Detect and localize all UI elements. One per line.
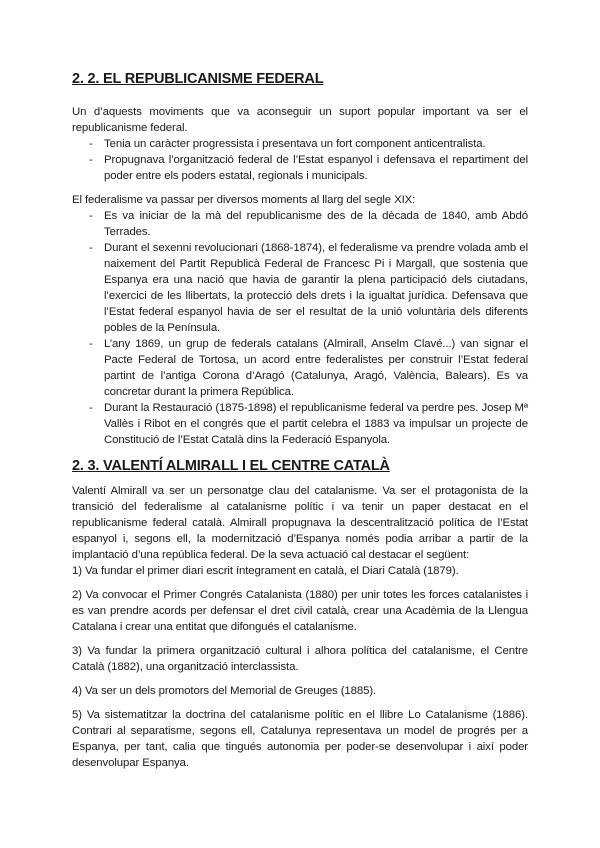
list-item: - Tenia un caràcter progressista i presentava un fort component anticentralista. xyxy=(89,138,486,150)
numbered-item: 1) Va fundar el primer diari escrit íntegrament en català, el Diari Català (1879). xyxy=(72,565,459,577)
section-heading-republicanisme-federal: 2. 2. EL REPUBLICANISME FEDERAL xyxy=(72,71,324,87)
bullet-marker: - xyxy=(89,154,93,166)
numbered-item: 2) Va convocar el Primer Congrés Catalanista (1880) per unir totes les forces catalanistes i es van prendre acords per defensar el dret civil català, crear una Acadèmia de la Llengua Catalana i crear una entitat que difongués el catalanisme. xyxy=(72,589,528,633)
list-item: - Es va iniciar de la mà del republicanisme des de la dècada de 1840, amb Abdó Terrades. xyxy=(89,210,528,238)
numbered-item: 4) Va ser un dels promotors del Memorial de Greuges (1885). xyxy=(72,685,377,697)
section2-intro: Valentí Almirall va ser un personatge clau del catalanisme. Va ser el protagonista de la transició del federalisme al catalanisme polític i va tenir un paper destacat en el republicanisme federal català. Almirall propugnava la descentralització política de l’Estat espanyol i, segons ell, la modernització d’Espanya només podia arribar a partir de la implantació d’una república federal. De la seva actuació cal destacar el següent: xyxy=(72,485,528,561)
numbered-item: 5) Va sistematitzar la doctrina del catalanisme polític en el llibre Lo Catalanisme (1886). Contrari al separatisme, segons ell, Catalunya representava un model de progrés per a Espanya, per tant, calia que tingués autonomia per poder-se desenvolupar i així poder desenvolupar Espanya. xyxy=(72,709,528,769)
bullet-marker: - xyxy=(89,138,93,150)
numbered-item: 3) Va fundar la primera organització cultural i alhora política del catalanisme, el Centre Català (1882), una organització interclassista. xyxy=(72,645,528,673)
list-item: - Propugnava l’organització federal de l’Estat espanyol i defensava el repartiment del poder entre els poders estatal, regionals i municipals. xyxy=(89,154,528,182)
document-page xyxy=(72,62,528,771)
section-heading-valenti-almirall: 2. 3. VALENTÍ ALMIRALL I EL CENTRE CATALÀ xyxy=(72,458,390,474)
bullet-marker: - xyxy=(89,338,93,350)
bullet-list-2 xyxy=(72,208,528,448)
list-item: - Durant el sexenni revolucionari (1868-1874), el federalisme va prendre volada amb el naixement del Partit Republicà Federal de Francesc Pi i Margall, que sostenia que Espanya era una nació que havia de garantir la plena participació dels ciutadans, l’exercici de les llibertats, la protecció dels drets i la igualtat jurídica. Defensava que l’Estat federal espanyol havia de ser el resultat de la unió voluntària dels diferents pobles de la Península. xyxy=(89,242,528,334)
bullet-marker: - xyxy=(89,242,93,254)
bullet-list-1 xyxy=(72,136,528,184)
list-item: - L’any 1869, un grup de federals catalans (Almirall, Anselm Clavé...) van signar el Pacte Federal de Tortosa, un acord entre federalistes per construir l’Estat federal partint de l’antiga Corona d’Aragó (Catalunya, Aragó, València, Balears). Es va concretar durant la primera República. xyxy=(89,338,528,398)
list-item: - Durant la Restauració (1875-1898) el republicanisme federal va perdre pes. Josep Mª Vallès i Ribot en el congrés que el partit celebra el 1883 va impulsar un projecte de Constitució de l’Estat Català dins la Federació Espanyola. xyxy=(89,402,528,446)
section1-para2: El federalisme va passar per diversos moments al llarg del segle XIX: xyxy=(72,194,416,206)
section1-intro: Un d’aquests moviments que va aconseguir un suport popular important va ser el republicanisme federal. xyxy=(72,106,528,134)
bullet-marker: - xyxy=(89,402,93,414)
bullet-marker: - xyxy=(89,210,93,222)
